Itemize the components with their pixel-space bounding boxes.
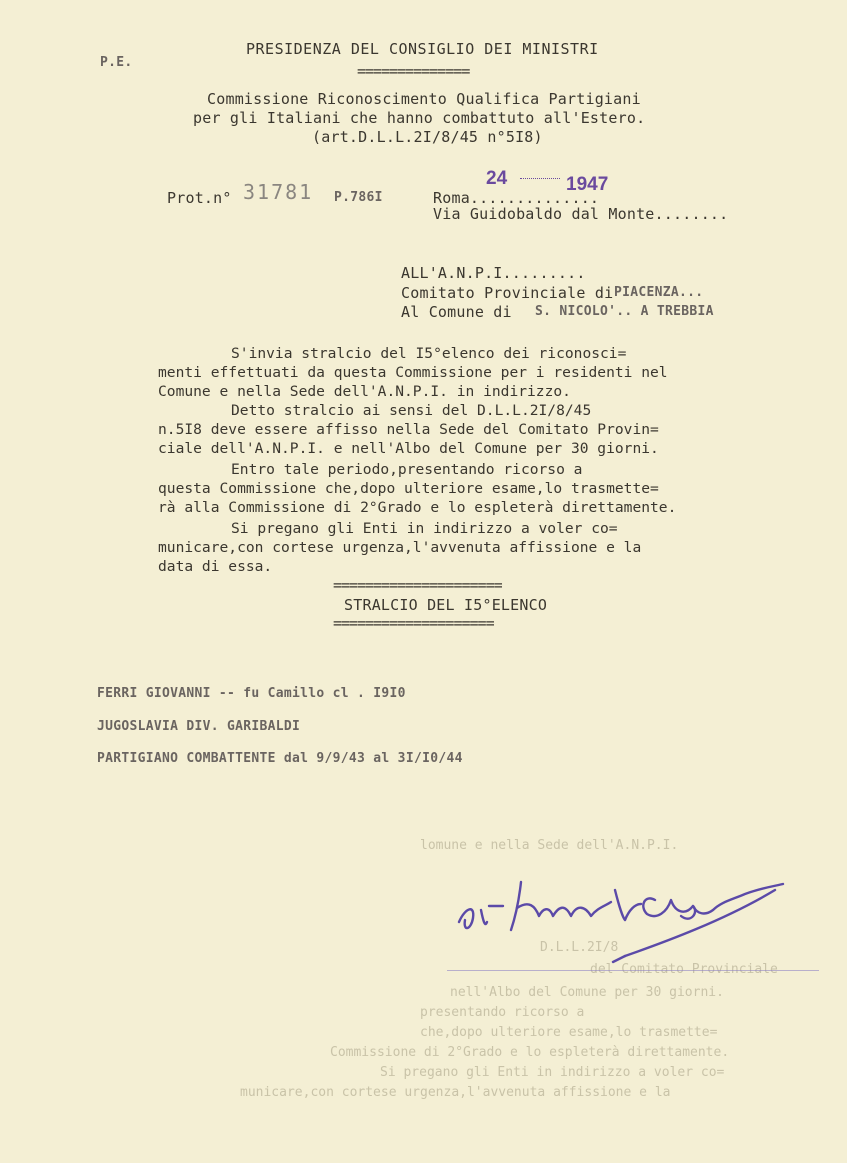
commission-line-3: (art.D.L.L.2I/8/45 n°5I8) xyxy=(312,128,543,146)
body-line: S'invia stralcio del I5°elenco dei riconosci= xyxy=(231,345,627,362)
body-line: ciale dell'A.N.P.I. e nell'Albo del Comune per 30 giorni. xyxy=(158,440,659,457)
bleed-through-line: Commissione di 2°Grado e lo espleterà direttamente. xyxy=(330,1045,730,1060)
body-line: Comune e nella Sede dell'A.N.P.I. in indirizzo. xyxy=(158,383,571,400)
bleed-through-line: lomune e nella Sede dell'A.N.P.I. xyxy=(420,838,679,853)
commission-line-1: Commissione Riconoscimento Qualifica Partigiani xyxy=(207,90,641,108)
recipient-municipality-value: S. NICOLO'.. A TREBBIA xyxy=(535,304,714,319)
place-line: Roma.............. xyxy=(433,189,600,207)
body-line: Entro tale periodo,presentando ricorso a xyxy=(231,461,583,478)
bleed-through-line: presentando ricorso a xyxy=(420,1005,585,1020)
entry-name-line: FERRI GIOVANNI -- fu Camillo cl . I9I0 xyxy=(97,686,406,701)
body-line: Detto stralcio ai sensi del D.L.L.2I/8/45 xyxy=(231,402,592,419)
bleed-through-line: del Comitato Provinciale xyxy=(590,962,778,977)
body-line: Si pregano gli Enti in indirizzo a voler co= xyxy=(231,520,618,537)
address-line: Via Guidobaldo dal Monte........ xyxy=(433,205,729,223)
pe-mark: P.E. xyxy=(100,55,133,70)
body-line: rà alla Commissione di 2°Grado e lo espleterà direttamente. xyxy=(158,499,677,516)
bleed-through-line: D.L.L.2I/8 xyxy=(540,940,619,955)
recipient-anpi: ALL'A.N.P.I......... xyxy=(401,264,586,282)
extract-rule-bottom: ==================== xyxy=(333,614,494,632)
bleed-through-line: nell'Albo del Comune per 30 giorni. xyxy=(450,985,724,1000)
commission-line-2: per gli Italiani che hanno combattuto all'Estero. xyxy=(193,109,646,127)
entry-formation-line: JUGOSLAVIA DIV. GARIBALDI xyxy=(97,719,301,734)
bleed-through-line: che,dopo ulteriore esame,lo trasmette= xyxy=(420,1025,718,1040)
protocol-suffix: P.786I xyxy=(334,190,383,205)
recipient-committee-value: PIACENZA... xyxy=(614,285,704,300)
body-line: n.5I8 deve essere affisso nella Sede del Comitato Provin= xyxy=(158,421,659,438)
signature-text xyxy=(60,1135,74,1136)
entry-status-line: PARTIGIANO COMBATTENTE dal 9/9/43 al 3I/I0/44 xyxy=(97,751,463,766)
date-year-stamp: 1947 xyxy=(566,174,609,195)
body-line: municare,con cortese urgenza,l'avvenuta affissione e la xyxy=(158,539,642,556)
extract-rule-top: ===================== xyxy=(333,576,502,594)
bleed-through-line: municare,con cortese urgenza,l'avvenuta affissione e la xyxy=(240,1085,671,1100)
date-month-stamp xyxy=(520,178,560,179)
body-line: data di essa. xyxy=(158,558,273,575)
protocol-number: 31781 xyxy=(243,180,314,204)
recipient-committee-label: Comitato Provinciale di xyxy=(401,284,614,302)
recipient-municipality-label: Al Comune di xyxy=(401,303,512,321)
body-line: questa Commissione che,dopo ulteriore esame,lo trasmette= xyxy=(158,480,659,497)
bleed-through-line: Si pregano gli Enti in indirizzo a voler co= xyxy=(380,1065,725,1080)
protocol-label: Prot.n° xyxy=(167,189,232,207)
body-line: menti effettuati da questa Commissione per i residenti nel xyxy=(158,364,668,381)
extract-title: STRALCIO DEL I5°ELENCO xyxy=(344,596,548,614)
institution-title: PRESIDENZA DEL CONSIGLIO DEI MINISTRI xyxy=(246,40,599,58)
date-day-stamp: 24 xyxy=(486,168,508,189)
title-rule: ============== xyxy=(357,62,470,80)
signature-underline xyxy=(447,970,819,971)
signature-mark xyxy=(445,860,805,980)
